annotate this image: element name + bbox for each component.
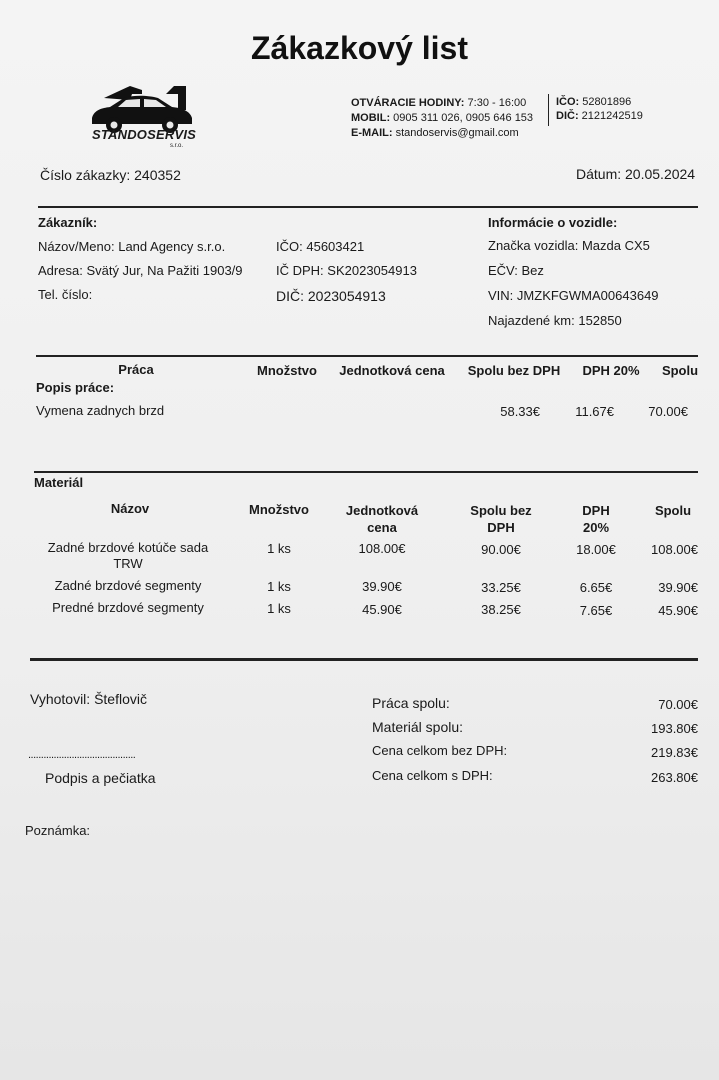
opening-hours-value: 7:30 - 16:00 [467, 97, 527, 109]
work-header-work: Práca [118, 362, 154, 377]
divider [36, 355, 698, 357]
customer-icdph-value: SK2023054913 [327, 263, 417, 278]
prepared-by-value: Šteflovič [94, 691, 147, 707]
total-material-label: Materiál spolu: [372, 719, 464, 735]
divider [38, 206, 698, 208]
work-header-total: Spolu [661, 363, 699, 378]
divider [34, 471, 698, 473]
material-row-unit: 39.90€ [362, 579, 402, 594]
material-row-total: 45.90€ [658, 603, 698, 618]
email-value: standoservis@gmail.com [395, 127, 519, 139]
vehicle-ecv-label: EČV: [488, 263, 518, 278]
customer-name [38, 239, 225, 254]
vehicle-km-value: 152850 [578, 313, 622, 328]
opening-hours [351, 97, 526, 109]
mobile [351, 112, 533, 124]
vehicle-vin-label: VIN: [488, 288, 514, 303]
customer-name-value: Land Agency s.r.o. [118, 239, 226, 254]
vehicle-heading: Informácie o vozidle: [488, 215, 618, 230]
total-net-label: Cena celkom bez DPH: [372, 743, 508, 758]
total-material-value: 193.80€ [651, 721, 698, 736]
material-row-net: 90.00€ [481, 542, 521, 557]
work-header-qty: Množstvo [257, 363, 317, 378]
customer-dic-label: DIČ: [276, 288, 304, 304]
customer-dic [276, 288, 386, 304]
vehicle-brand [488, 238, 650, 253]
contact-divider [548, 94, 549, 126]
material-row-name-cont: TRW [113, 556, 143, 571]
work-row-name: Vymena zadnych brzd [36, 403, 165, 418]
material-row-total: 39.90€ [658, 580, 698, 595]
customer-icdph [276, 263, 417, 278]
material-row-vat: 18.00€ [576, 542, 616, 557]
customer-ico-value: 45603421 [306, 239, 365, 254]
material-row-name: Predné brzdové segmenty [52, 600, 204, 615]
vehicle-km [488, 313, 622, 328]
vehicle-ecv-value: Bez [521, 263, 544, 278]
total-gross-value: 263.80€ [651, 770, 698, 785]
customer-icdph-label: IČ DPH: [276, 263, 324, 278]
work-description-label: Popis práce: [36, 380, 115, 395]
company-ico-value: 52801896 [582, 96, 632, 108]
mobile-value: 0905 311 026, 0905 646 153 [393, 112, 534, 124]
order-date-label: Dátum: [576, 166, 622, 182]
customer-ico [276, 239, 364, 254]
company-ico [556, 96, 631, 108]
vehicle-vin-value: JMZKFGWMA00643649 [516, 288, 659, 303]
material-header-vat-1: DPH [582, 503, 610, 518]
opening-hours-label: OTVÁRACIE HODINY: [351, 97, 465, 109]
customer-name-label: Názov/Meno: [38, 239, 115, 254]
order-date-value: 20.05.2024 [625, 166, 696, 182]
company-dic [556, 110, 643, 122]
material-header-vat-2: 20% [582, 520, 610, 535]
signature-line: .......................................... [28, 749, 136, 761]
customer-address-value: Svätý Jur, Na Pažiti 1903/9 [86, 263, 243, 278]
material-row-vat: 7.65€ [579, 603, 613, 618]
total-gross-label: Cena celkom s DPH: [372, 768, 493, 783]
material-header-unit-2: cena [367, 520, 397, 535]
company-ico-label: IČO: [556, 96, 580, 108]
material-header-unit-1: Jednotková [345, 503, 419, 518]
material-row-name: Zadné brzdové kotúče sada [47, 540, 209, 555]
customer-address [38, 263, 243, 278]
vehicle-ecv [488, 263, 544, 278]
total-work-label: Práca spolu: [372, 695, 450, 711]
material-header-total: Spolu [654, 503, 692, 518]
customer-address-label: Adresa: [38, 263, 83, 278]
email-label: E-MAIL: [351, 127, 393, 139]
material-row-qty: 1 ks [267, 601, 291, 616]
customer-ico-label: IČO: [276, 239, 303, 254]
company-dic-value: 2121242519 [581, 110, 643, 122]
total-work-value: 70.00€ [658, 697, 698, 712]
material-row-net: 33.25€ [481, 580, 521, 595]
vehicle-km-label: Najazdené km: [488, 313, 575, 328]
material-row-unit: 45.90€ [362, 602, 402, 617]
prepared-by-label: Vyhotovil: [30, 691, 91, 707]
work-row-total: 70.00€ [648, 404, 688, 419]
work-row-vat: 11.67€ [575, 404, 614, 419]
material-header-net-1: Spolu bez [470, 503, 532, 518]
customer-dic-value: 2023054913 [307, 288, 386, 304]
work-header-unit: Jednotková cena [339, 363, 445, 378]
material-row-unit: 108.00€ [358, 541, 406, 556]
divider [30, 658, 698, 661]
note-label: Poznámka: [25, 823, 91, 838]
material-row-qty: 1 ks [267, 579, 291, 594]
material-header-net-2: DPH [487, 520, 515, 535]
material-row-vat: 6.65€ [579, 580, 613, 595]
customer-heading: Zákazník: [38, 215, 98, 230]
vehicle-brand-value: Mazda CX5 [581, 238, 650, 253]
work-header-vat: DPH 20% [582, 363, 640, 378]
mobile-label: MOBIL: [351, 112, 391, 124]
prepared-by [30, 691, 147, 707]
order-number-value: 240352 [134, 167, 181, 183]
material-header-name: Názov [110, 501, 150, 516]
email [351, 127, 519, 139]
order-date [576, 166, 695, 182]
company-logo-suffix: s.r.o. [170, 143, 184, 149]
work-header-net: Spolu bez DPH [467, 363, 561, 378]
material-header-qty: Množstvo [249, 502, 309, 517]
company-logo-name: STANDOSERVIS [92, 127, 197, 142]
material-row-total: 108.00€ [651, 542, 698, 557]
signature-label: Podpis a pečiatka [45, 770, 156, 786]
vehicle-brand-label: Značka vozidla: [488, 238, 579, 253]
order-number [40, 167, 181, 183]
material-row-name: Zadné brzdové segmenty [54, 578, 202, 593]
work-row-net: 58.33€ [500, 404, 540, 419]
material-row-net: 38.25€ [481, 602, 521, 617]
company-dic-label: DIČ: [556, 110, 579, 122]
total-net-value: 219.83€ [651, 745, 698, 760]
order-number-label: Číslo zákazky: [40, 167, 131, 183]
page-title: Zákazkový list [251, 30, 468, 66]
customer-phone-label: Tel. číslo: [38, 287, 93, 302]
material-row-qty: 1 ks [267, 541, 291, 556]
vehicle-vin [488, 288, 659, 303]
material-heading: Materiál [34, 475, 84, 490]
